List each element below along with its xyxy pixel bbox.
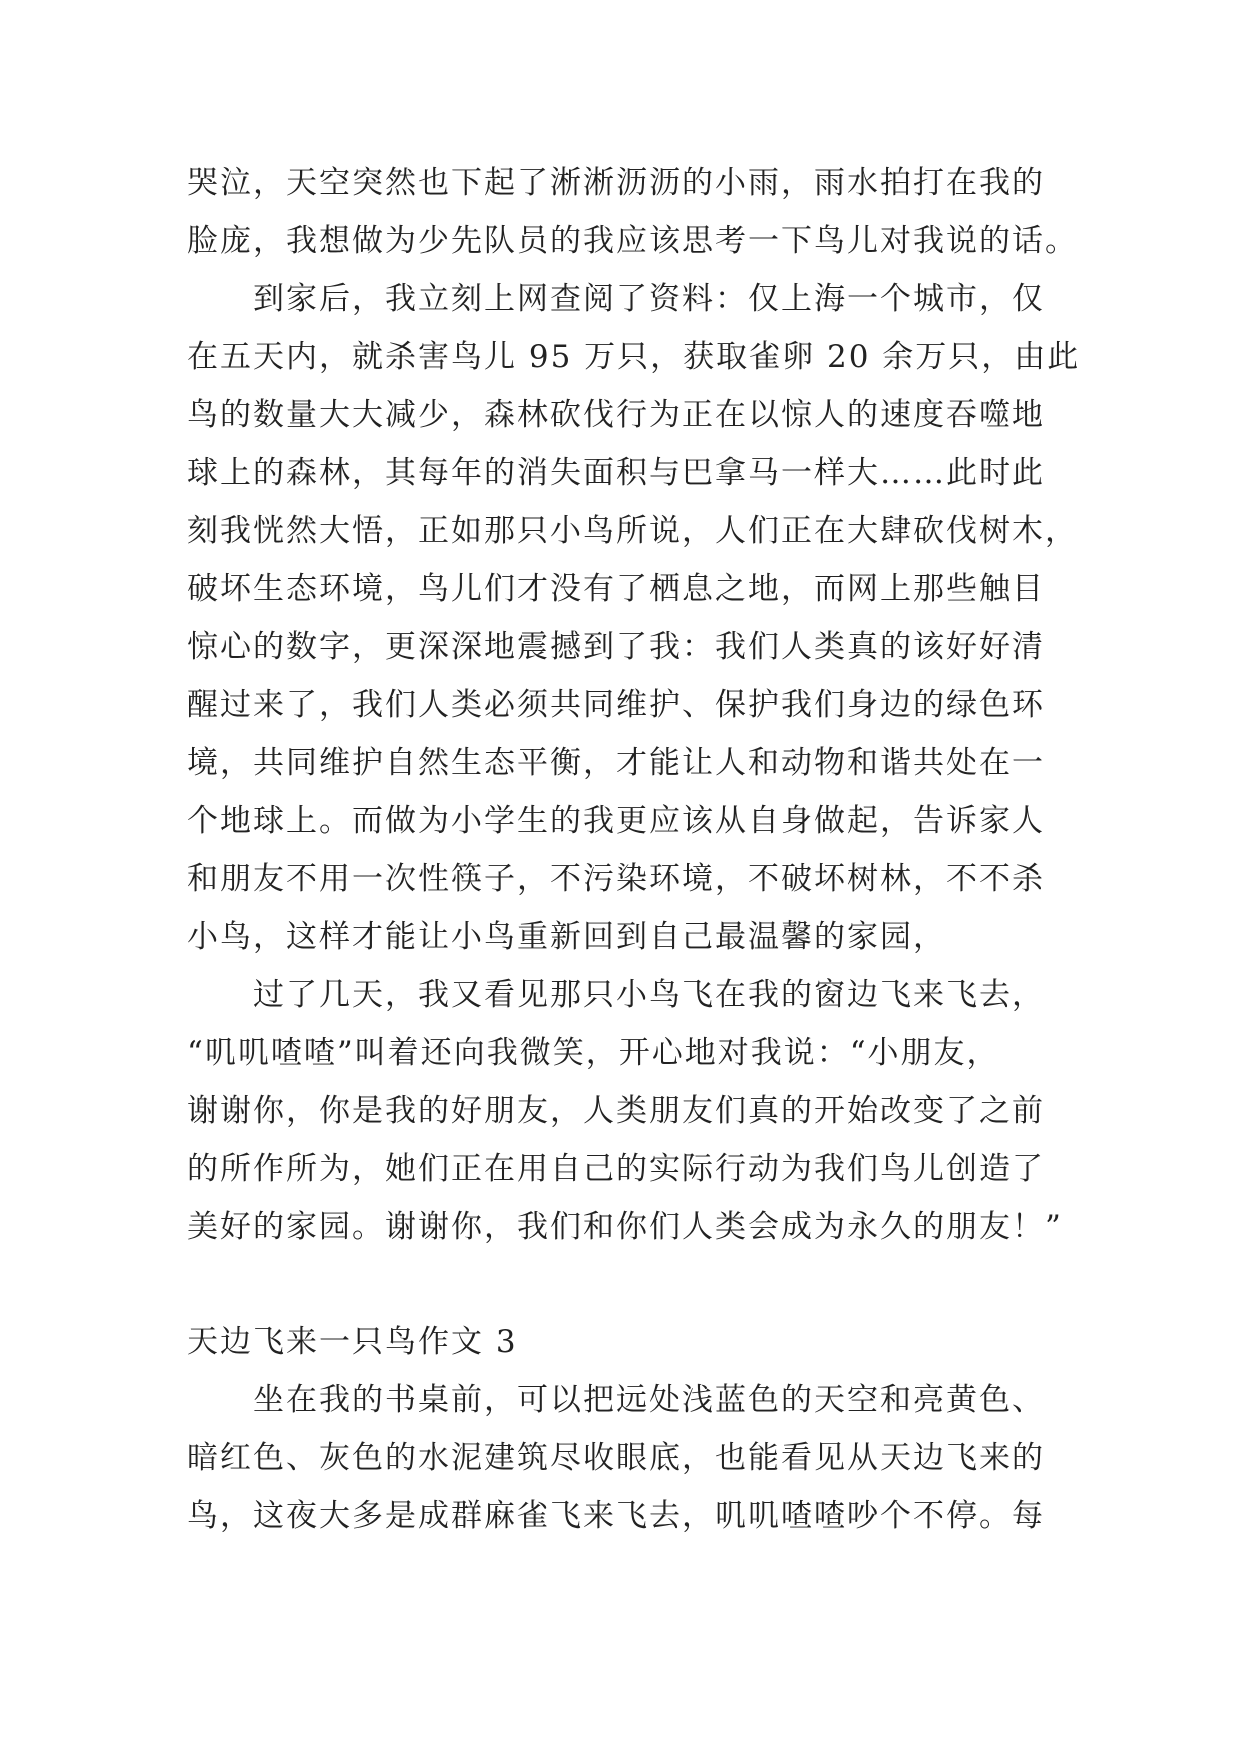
paragraph-line: 刻我恍然大悟，正如那只小鸟所说，人们正在大肆砍伐树木， bbox=[187, 513, 1078, 549]
paragraph-line: 谢谢你，你是我的好朋友，人类朋友们真的开始改变了之前 bbox=[187, 1093, 1045, 1129]
paragraph-line: 个地球上。而做为小学生的我更应该从自身做起，告诉家人 bbox=[187, 803, 1045, 839]
paragraph-line: 在五天内，就杀害鸟儿 95 万只，获取雀卵 20 余万只，由此 bbox=[187, 339, 1081, 375]
paragraph-line: 坐在我的书桌前，可以把远处浅蓝色的天空和亮黄色、 bbox=[253, 1382, 1045, 1418]
section-heading: 天边飞来一只鸟作文 3 bbox=[187, 1324, 518, 1360]
paragraph-line: 和朋友不用一次性筷子，不污染环境，不破坏树林，不不杀 bbox=[187, 861, 1045, 897]
paragraph-line: 鸟，这夜大多是成群麻雀飞来飞去，叽叽喳喳吵个不停。每 bbox=[187, 1498, 1045, 1534]
paragraph-line: 醒过来了，我们人类必须共同维护、保护我们身边的绿色环 bbox=[187, 687, 1045, 723]
paragraph-line: 脸庞，我想做为少先队员的我应该思考一下鸟儿对我说的话。 bbox=[187, 223, 1078, 259]
paragraph-line: 美好的家园。谢谢你，我们和你们人类会成为永久的朋友！” bbox=[187, 1209, 1063, 1245]
paragraph-line: 过了几天，我又看见那只小鸟飞在我的窗边飞来飞去， bbox=[253, 977, 1045, 1013]
paragraph-line: 的所作所为，她们正在用自己的实际行动为我们鸟儿创造了 bbox=[187, 1151, 1045, 1187]
paragraph-line: 破坏生态环境，鸟儿们才没有了栖息之地，而网上那些触目 bbox=[187, 571, 1045, 607]
paragraph-line: 哭泣，天空突然也下起了淅淅沥沥的小雨，雨水拍打在我的 bbox=[187, 165, 1045, 201]
paragraph-line: 境，共同维护自然生态平衡，才能让人和动物和谐共处在一 bbox=[187, 745, 1045, 781]
paragraph-line: 鸟的数量大大减少，森林砍伐行为正在以惊人的速度吞噬地 bbox=[187, 397, 1045, 433]
paragraph-line: 球上的森林，其每年的消失面积与巴拿马一样大……此时此 bbox=[187, 455, 1045, 491]
paragraph-line: 惊心的数字，更深深地震撼到了我：我们人类真的该好好清 bbox=[187, 629, 1045, 665]
paragraph-line: 到家后，我立刻上网查阅了资料：仅上海一个城市，仅 bbox=[253, 281, 1045, 317]
paragraph-line: 小鸟，这样才能让小鸟重新回到自己最温馨的家园， bbox=[187, 919, 946, 955]
paragraph-line: “叽叽喳喳”叫着还向我微笑，开心地对我说：“小朋友， bbox=[187, 1035, 1000, 1071]
paragraph-line: 暗红色、灰色的水泥建筑尽收眼底，也能看见从天边飞来的 bbox=[187, 1440, 1045, 1476]
